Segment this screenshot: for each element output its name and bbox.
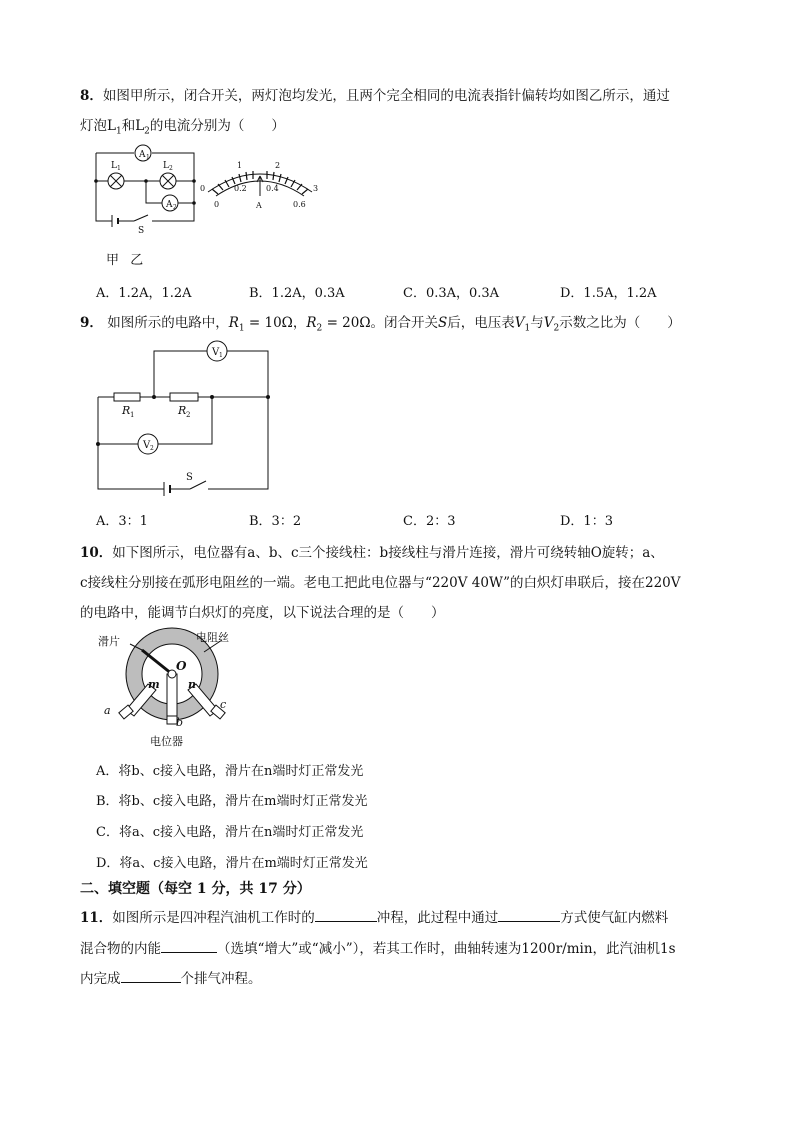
q9-resistor-r2 xyxy=(170,393,198,401)
svg-text:V: V xyxy=(143,440,151,451)
svg-text:m: m xyxy=(148,678,160,691)
svg-text:电位器: 电位器 xyxy=(150,735,183,748)
q11-blank-4[interactable] xyxy=(121,970,181,983)
q8-lamp-l2 xyxy=(160,161,176,189)
q9-resistor-r1 xyxy=(114,393,140,401)
svg-text:1: 1 xyxy=(219,352,223,359)
svg-text:0.2: 0.2 xyxy=(234,184,247,193)
svg-text:1: 1 xyxy=(146,154,150,161)
q10-option-a: A．将b、c接入电路，滑片在n端时灯正常发光 xyxy=(96,764,364,779)
q10-option-d: D．将a、c接入电路，滑片在m端时灯正常发光 xyxy=(96,856,368,871)
q9-switch-label: S xyxy=(186,472,193,483)
q10-line3: 的电路中，能调节白炽灯的亮度，以下说法合理的是（ ） xyxy=(80,605,445,621)
svg-text:n: n xyxy=(188,678,196,691)
svg-text:2: 2 xyxy=(169,165,173,172)
svg-text:电阻丝: 电阻丝 xyxy=(196,631,229,644)
q10-potentiometer-figure xyxy=(96,628,246,750)
q10-option-c: C．将a、c接入电路，滑片在n端时灯正常发光 xyxy=(96,825,364,840)
q9-circuit-diagram xyxy=(94,340,274,498)
section-2-title: 二、填空题（每空 1 分，共 17 分） xyxy=(80,881,311,897)
svg-text:0: 0 xyxy=(214,200,220,209)
svg-text:a: a xyxy=(104,704,111,717)
svg-text:0: 0 xyxy=(200,184,206,193)
q11-line3: 内完成 个排气冲程。 xyxy=(80,971,262,987)
q8-lamp-l1 xyxy=(108,161,124,189)
q10-number: 10． xyxy=(80,545,113,561)
svg-text:A: A xyxy=(139,150,146,160)
svg-text:2: 2 xyxy=(173,204,177,211)
svg-text:2: 2 xyxy=(186,411,191,419)
q8-figure-labels: 甲 乙 xyxy=(106,253,145,268)
svg-text:A: A xyxy=(166,200,173,210)
q11-blank-1[interactable] xyxy=(315,909,377,922)
q10-line2: c接线柱分别接在弧形电阻丝的一端。老电工把此电位器与“220V 40W”的白炽灯串联后，接在220V xyxy=(80,575,681,591)
q10-line1: 10．如下图所示，电位器有a、b、c三个接线柱：b接线柱与滑片连接，滑片可绕转轴O旋转；a、 xyxy=(80,545,664,561)
svg-text:c: c xyxy=(220,698,227,711)
q9-voltmeter-v2 xyxy=(138,434,158,454)
svg-text:b: b xyxy=(176,716,184,729)
svg-text:1: 1 xyxy=(117,165,121,172)
svg-text:3: 3 xyxy=(313,184,319,193)
q8-switch-label: S xyxy=(138,226,145,236)
q8-ammeter-a2 xyxy=(162,195,178,211)
svg-text:2: 2 xyxy=(275,161,281,170)
q11-blank-2[interactable] xyxy=(498,909,560,922)
svg-text:A: A xyxy=(256,201,262,210)
svg-text:2: 2 xyxy=(150,445,154,452)
svg-text:L: L xyxy=(111,161,117,171)
q8-option-a: A．1.2A，1.2A xyxy=(96,286,192,301)
q8-line1: 8．如图甲所示，闭合开关，两灯泡均发光，且两个完全相同的电流表指针偏转均如图乙所示，通过 xyxy=(80,88,670,104)
q8-ammeter-a1 xyxy=(135,145,151,161)
q9-option-a: A．3：1 xyxy=(96,514,148,529)
svg-text:滑片: 滑片 xyxy=(98,635,120,648)
svg-text:V: V xyxy=(212,347,220,358)
q11-line1: 11．如图所示是四冲程汽油机工作时的 冲程，此过程中通过 方式使气缸内燃料 xyxy=(80,910,669,926)
svg-text:1: 1 xyxy=(130,411,135,419)
q8-option-b: B．1.2A，0.3A xyxy=(249,286,345,301)
q9-option-c: C．2：3 xyxy=(403,514,456,529)
svg-text:0.4: 0.4 xyxy=(266,184,279,193)
q9-option-b: B．3：2 xyxy=(249,514,302,529)
q9-number: 9． xyxy=(80,315,103,331)
svg-text:0.6: 0.6 xyxy=(293,200,306,209)
svg-text:1: 1 xyxy=(237,161,243,170)
svg-text:O: O xyxy=(176,659,187,673)
q8-ammeter-face xyxy=(198,158,322,216)
q11-line2: 混合物的内能 （选填“增大”或“减小”），若其工作时，曲轴转速为1200r/min，此汽油机1s xyxy=(80,941,676,957)
q8-circuit-diagram xyxy=(90,145,200,235)
q8-option-c: C．0.3A，0.3A xyxy=(403,286,500,301)
q9-voltmeter-v1 xyxy=(207,341,227,361)
q11-blank-3[interactable] xyxy=(161,940,217,953)
q9-line1: 9． 如图所示的电路中，$R_1 = 10\Omega$，$R_2 = 20\Omega$。闭合开关S后，电压表$V_1$与$V_2$示数之比为（ ） xyxy=(80,315,681,334)
q10-option-b: B．将b、c接入电路，滑片在m端时灯正常发光 xyxy=(96,794,368,809)
svg-text:R: R xyxy=(178,404,187,417)
q8-line2: 灯泡$L_1$和$L_2$的电流分别为（ ） xyxy=(80,118,285,137)
q8-option-d: D．1.5A，1.2A xyxy=(560,286,657,301)
svg-text:R: R xyxy=(122,404,131,417)
q11-number: 11． xyxy=(80,910,113,926)
q8-number: 8． xyxy=(80,88,103,104)
q9-option-d: D．1：3 xyxy=(560,514,613,529)
svg-text:L: L xyxy=(163,161,169,171)
